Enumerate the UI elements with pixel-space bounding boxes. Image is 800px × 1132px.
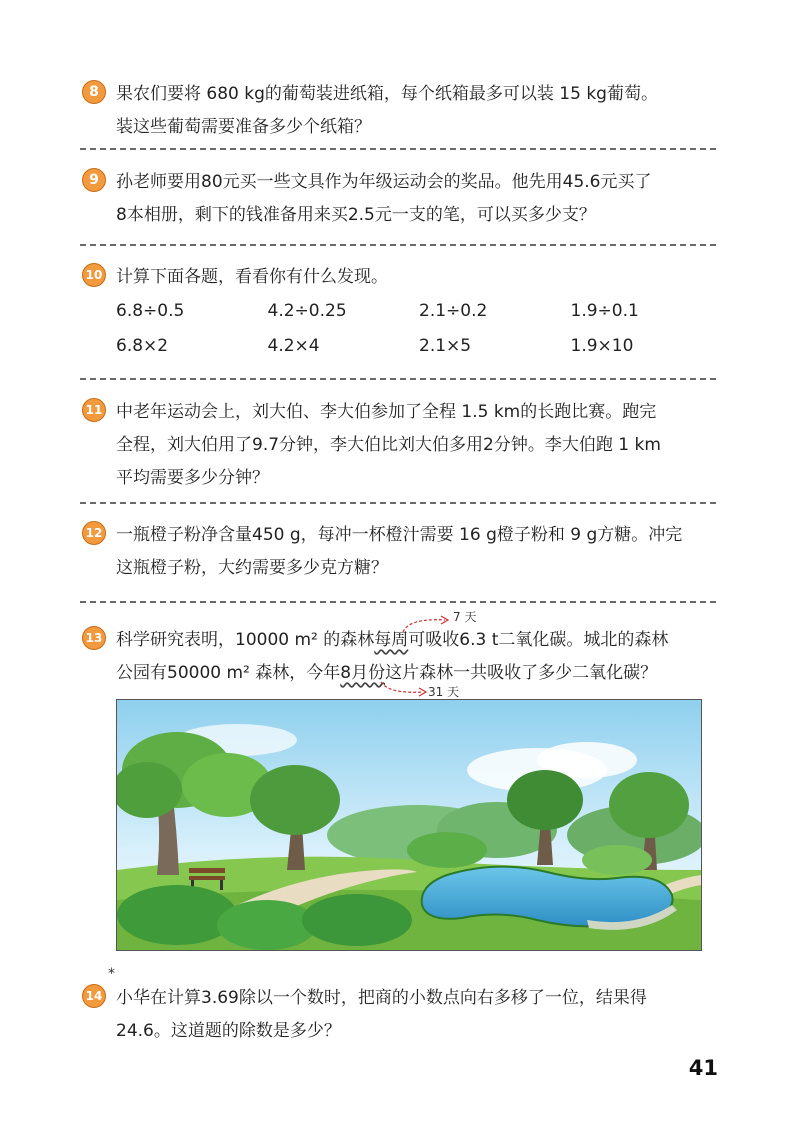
problem-number-badge: 11 [82,398,106,422]
problem-12 [82,519,722,585]
problem-number-badge: 13 [82,626,106,650]
problem-number-badge: 9 [82,168,106,192]
divider [80,601,716,603]
problem-text: 小华在计算3.69除以一个数时，把商的小数点向右多移了一位，结果得 24.6。这道题的除数是多少？ [116,988,647,1041]
problem-number-badge: 8 [82,80,106,104]
problem-text: 中老年运动会上，刘大伯、李大伯参加了全程 1.5 km的长跑比赛。跑完 全程，刘大伯用了9.7分钟，李大伯比刘大伯多用2分钟。李大伯跑 1 km 平均需要多少分钟？ [116,402,661,488]
problem-11 [82,396,722,495]
divider [80,148,716,150]
problem-9 [82,166,722,232]
underlined-august: 8月份 [340,663,386,683]
calc-row-division: 6.8÷0.5 4.2÷0.25 2.1÷0.2 1.9÷0.1 [116,301,639,321]
underlined-weekly: 每周 [374,630,409,650]
divider [80,502,716,504]
annotation-7-days: 7 天 [453,610,477,624]
problem-text: 孙老师要用80元买一些文具作为年级运动会的奖品。他先用45.6元买了 8本相册，剩下的钱准备用来买2.5元一支的笔，可以买多少支？ [116,172,652,225]
problem-text: 果农们要将 680 kg的葡萄装进纸箱，每个纸箱最多可以装 15 kg葡萄。 装这些葡萄需要准备多少个纸箱？ [116,84,658,137]
annotation-31-days: 31 天 [428,685,460,699]
divider [80,244,716,246]
problem-number-badge: 10 [82,263,106,287]
problem-8 [82,78,722,144]
problem-number-badge: 12 [82,521,106,545]
calc-row-multiplication: 6.8×2 4.2×4 2.1×5 1.9×10 [116,336,634,356]
park-scene-image [117,700,701,950]
problem-text: 一瓶橙子粉净含量450 g，每冲一杯橙汁需要 16 g橙子粉和 9 g方糖。冲完 这瓶橙子粉，大约需要多少克方糖？ [116,525,683,578]
page-number: 41 [688,1056,718,1080]
annotation-arrow-bottom [375,680,435,700]
park-illustration [116,699,702,951]
problem-text: 计算下面各题，看看你有什么发现。 [116,267,388,287]
problem-text: 科学研究表明，10000 m² 的森林每周可吸收6.3 t二氧化碳。城北的森林 公园有50000 m² 森林，今年8月份这片森林一共吸收了多少二氧化碳？ [116,630,669,683]
problem-14 [82,982,722,1048]
divider [80,378,716,380]
challenge-star: * [108,966,115,982]
problem-10 [82,261,722,364]
problem-number-badge: 14 [82,984,106,1008]
